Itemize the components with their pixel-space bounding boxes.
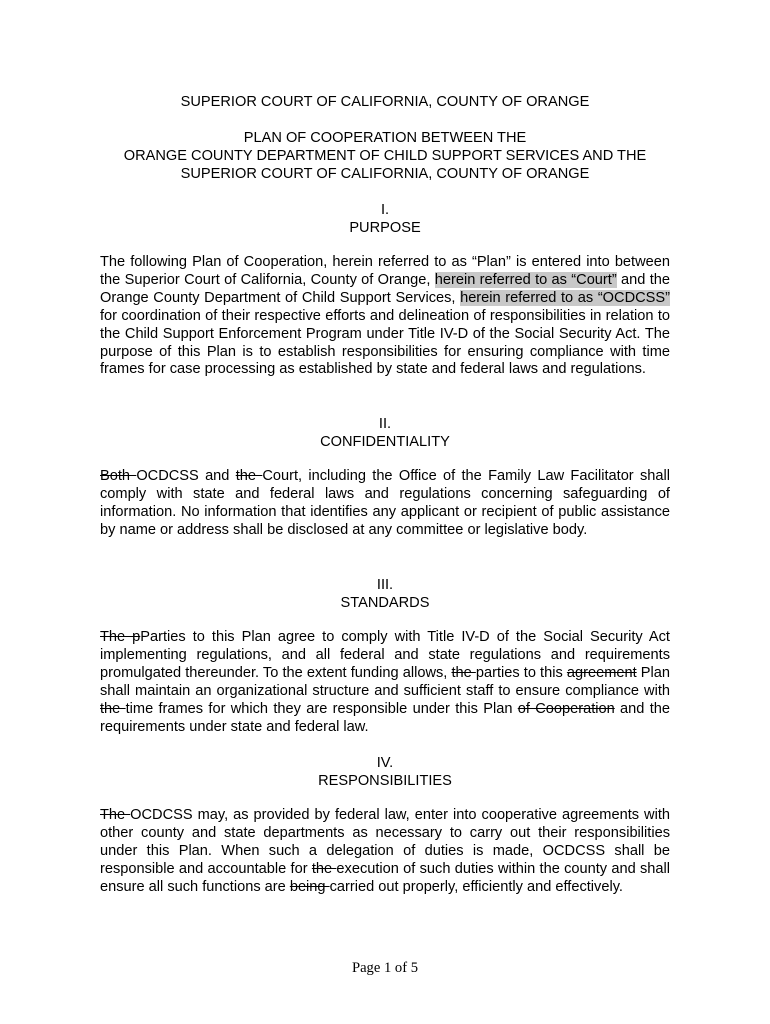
deleted-text: of Cooperation [517, 700, 615, 717]
text-run: Plan shall maintain an organizational structure and sufficient staff to ensure compliance with [100, 664, 670, 699]
court-title: SUPERIOR COURT OF CALIFORNIA, COUNTY OF ORANGE [180, 94, 590, 110]
plan-title [100, 129, 670, 183]
section-title: RESPONSIBILITIES [318, 773, 452, 789]
section-numeral: III. [376, 577, 394, 593]
deleted-text: agreement [566, 664, 637, 681]
text-run: The following Plan of Cooperation, herein referred to as “Plan” is entered into between the Superior Court of California, County of Orange, [100, 254, 670, 288]
plan-title-line-1: PLAN OF COOPERATION BETWEEN THE [243, 130, 527, 146]
section-heading-confidentiality [100, 415, 670, 451]
page-number: Page 1 of 5 [351, 960, 419, 976]
section-numeral: II. [378, 416, 392, 432]
purpose-paragraph [100, 254, 670, 379]
highlighted-text: herein referred to as “OCDCSS” [460, 289, 670, 306]
section-heading-standards [100, 576, 670, 612]
deleted-text: the [235, 468, 263, 484]
highlighted-text: herein referred to as “Court” [434, 271, 617, 288]
text-run: time frames for which they are responsible under this Plan [125, 700, 518, 717]
text-run: OCDCSS and [136, 468, 236, 484]
deleted-text: The p [100, 629, 141, 645]
deleted-text: the [311, 860, 337, 877]
section-heading-responsibilities [100, 754, 670, 790]
confidentiality-paragraph [100, 468, 670, 540]
text-run: carried out properly, efficiently and effectively. [329, 878, 623, 895]
text-run: for coordination of their respective efforts and delineation of responsibilities in relation to the Child Support Enforcement Program under Title IV-D of the Social Security Act. The purpose of this Plan is to establish responsibilities for ensuring compliance with time frames for case processing as established by state and federal laws and regulations. [100, 307, 670, 378]
deleted-text: Both [100, 468, 137, 484]
standards-paragraph [100, 629, 670, 736]
responsibilities-paragraph [100, 807, 670, 897]
deleted-text: the [451, 664, 476, 681]
deleted-text: being [289, 878, 330, 895]
section-title: PURPOSE [349, 220, 421, 236]
text-run: OCDCSS may, as provided by federal law, enter into cooperative agreements with other county and state departments as necessary to carry out their responsibilities under this Plan. When such a delegation of duties is made, OCDCSS shall be responsible and accountable for [100, 807, 670, 877]
plan-title-line-3: SUPERIOR COURT OF CALIFORNIA, COUNTY OF ORANGE [180, 166, 590, 182]
text-run: and the Orange County Department of Child Support Services, [100, 271, 670, 306]
section-title: CONFIDENTIALITY [320, 434, 450, 450]
plan-title-line-2: ORANGE COUNTY DEPARTMENT OF CHILD SUPPORT SERVICES AND THE [123, 148, 647, 164]
text-run: Parties to this Plan agree to comply with Title IV-D of the Social Security Act implementing regulations, and all federal and state regulations and requirements promulgated thereunder. To the extent funding allows, [100, 629, 670, 681]
section-numeral: I. [380, 202, 390, 218]
deleted-text: The [100, 807, 131, 823]
text-run: and the requirements under state and federal law. [100, 700, 671, 735]
deleted-text: the [100, 700, 126, 717]
section-title: STANDARDS [340, 595, 430, 611]
text-run: parties to this [475, 664, 567, 681]
text-run: Court, including the Office of the Family Law Facilitator shall comply with state and federal laws and regulations concerning safeguarding of information. No information that identifies any applicant or recipient of public assistance by name or address shall be disclosed at any committee or legislative body. [100, 468, 670, 538]
section-numeral: IV. [376, 755, 394, 771]
section-heading-purpose [100, 201, 670, 237]
text-run: execution of such duties within the county and shall ensure all such functions are [100, 860, 671, 895]
